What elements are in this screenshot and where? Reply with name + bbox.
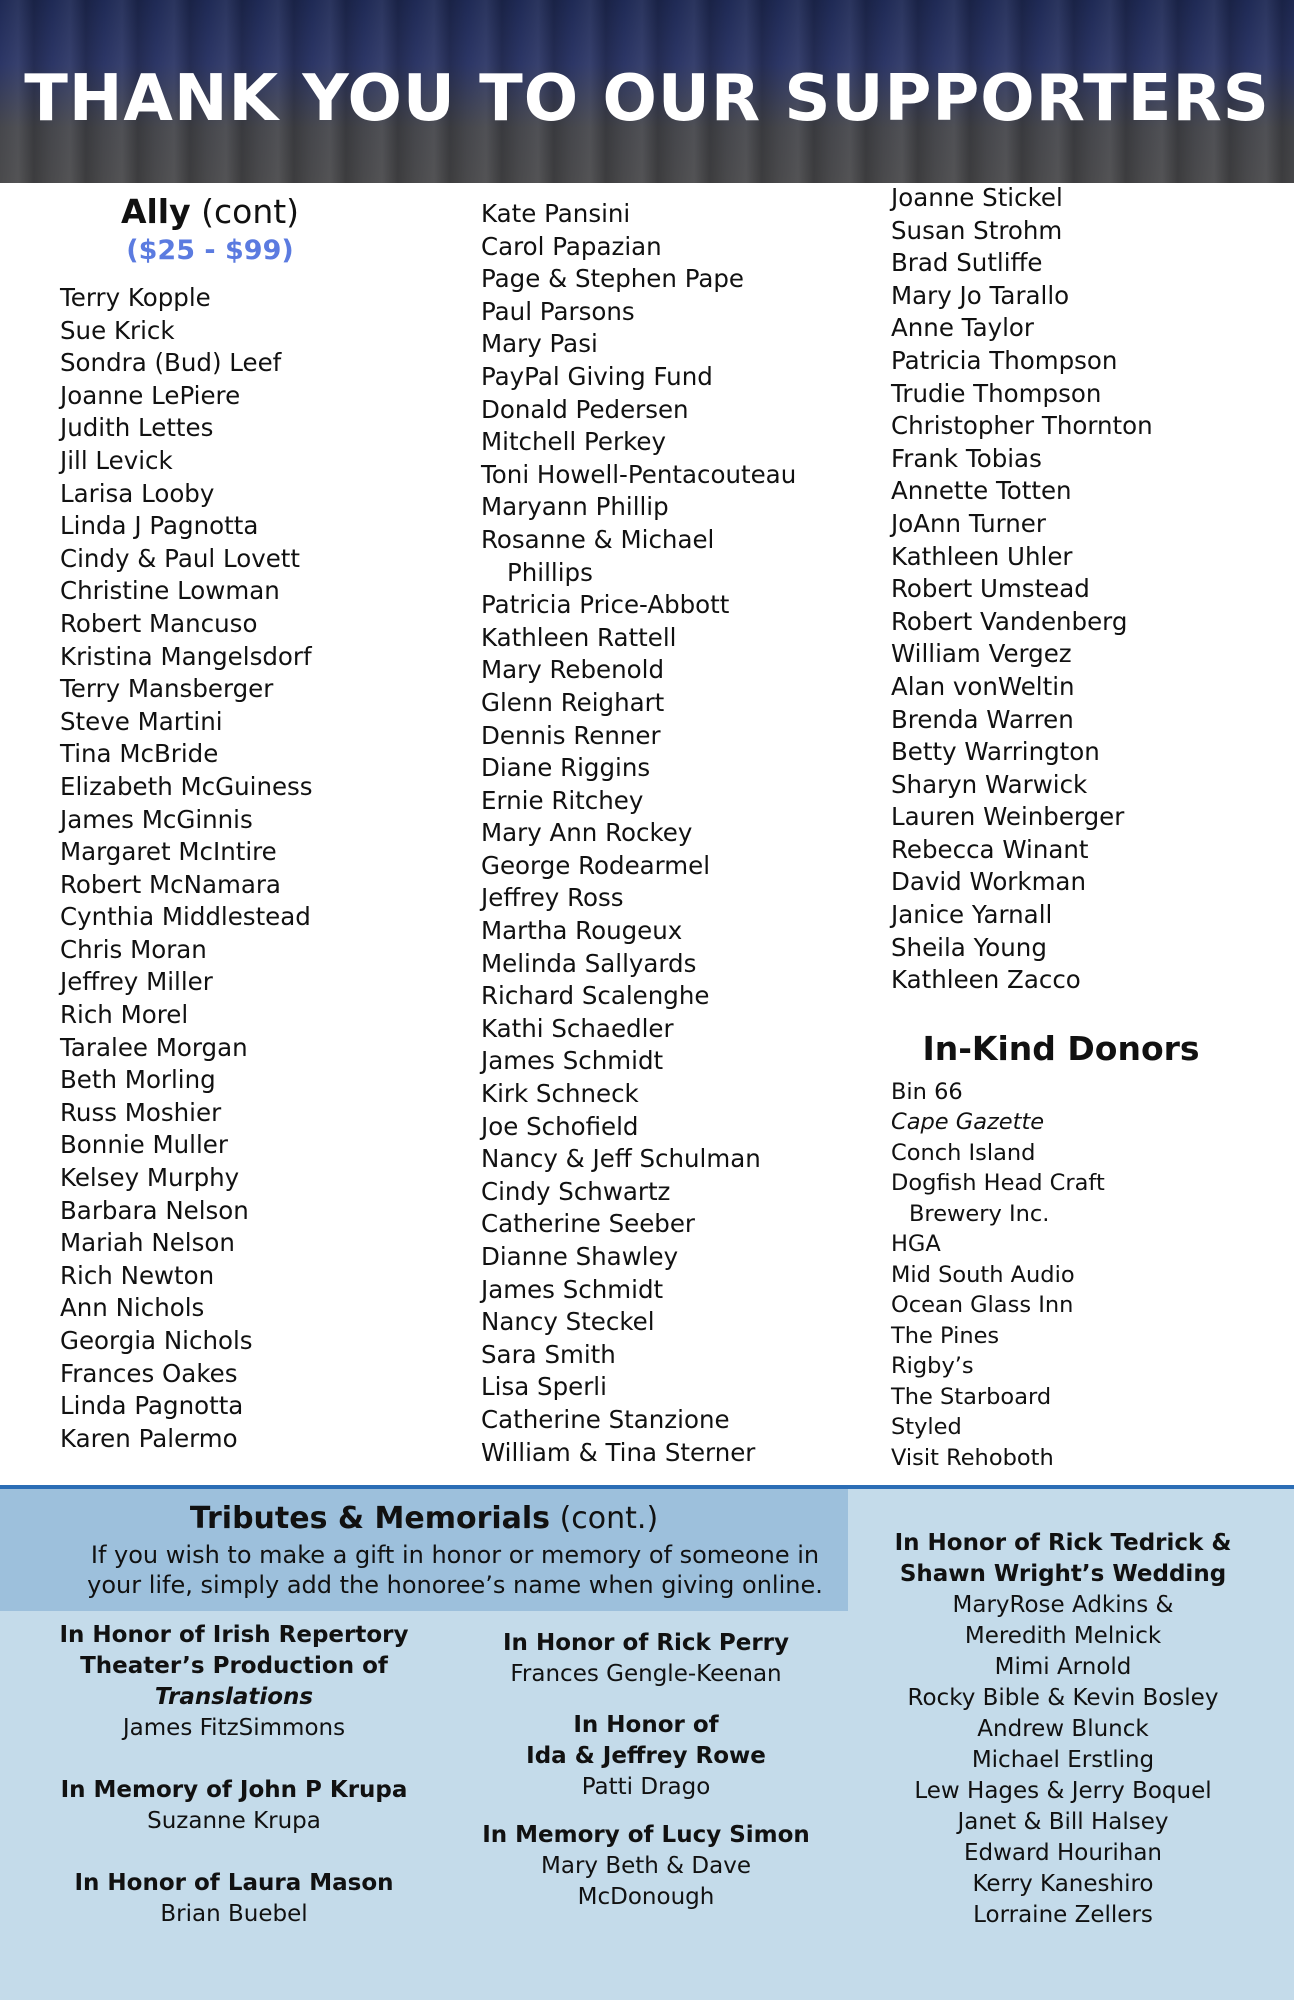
list-item: Beth Morling [60,1065,216,1095]
tribute-krupa: In Memory of John P Krupa Suzanne Krupa [60,1777,408,1834]
list-item: Martha Rougeux [481,916,683,946]
list-item: Christopher Thornton [891,411,1153,441]
list-item: Conch Island [891,1139,1036,1166]
list-item: Nancy Steckel [481,1307,655,1337]
list-item: Larisa Looby [60,478,215,508]
list-item: Janice Yarnall [891,900,1053,930]
list-item: James McGinnis [60,804,253,834]
list-item: JoAnn Turner [891,508,1046,538]
list-item: Kathleen Zacco [891,965,1081,995]
list-item: Cynthia Middlestead [60,902,311,932]
list-item: Betty Warrington [891,737,1100,767]
list-item: PayPal Giving Fund [481,361,713,391]
list-item: Rigby’s [891,1353,974,1380]
list-item: James Schmidt [481,1046,664,1076]
list-item: Annette Totten [891,476,1072,506]
list-item: Linda J Pagnotta [60,511,259,541]
list-item: Anne Taylor [891,313,1034,343]
list-item: Donald Pedersen [481,394,689,424]
list-item: Steve Martini [60,706,223,736]
ally-cont: (cont) [201,192,300,231]
list-item: Lauren Weinberger [891,802,1125,832]
list-item: Catherine Stanzione [481,1404,730,1434]
list-item: Catherine Seeber [481,1209,695,1239]
list-item: Glenn Reighart [481,687,665,717]
list-item: Lisa Sperli [481,1372,607,1402]
list-item: Brewery Inc. [909,1200,1050,1227]
list-item: Elizabeth McGuiness [60,771,313,801]
ally-column-2 [481,190,841,1469]
list-item: Richard Scalenghe [481,981,710,1011]
list-item: Jeffrey Ross [481,883,624,913]
list-item: Brad Sutliffe [891,248,1043,278]
list-item: Jeffrey Miller [60,967,213,997]
donor-list [60,282,420,1455]
donor-list [891,182,1251,997]
list-item: Rosanne & Michael [481,524,715,554]
list-item: Toni Howell-Pentacouteau [481,459,797,489]
list-item: Sheila Young [891,932,1047,962]
list-item: Alan vonWeltin [891,671,1075,701]
list-item: Mary Pasi [481,329,598,359]
list-item: Sara Smith [481,1339,616,1369]
list-item: Chris Moran [60,934,207,964]
list-item: Jill Levick [60,445,173,475]
list-item: The Starboard [891,1383,1052,1410]
list-item: Robert Vandenberg [891,606,1128,636]
tribute-simon: In Memory of Lucy Simon Mary Beth & Dave McDonough [482,1822,810,1910]
list-item: Mary Rebenold [481,655,665,685]
list-item: Mary Ann Rockey [481,818,693,848]
tributes-description: If you wish to make a gift in honor or memory of someone in your life, simply add the honoree’s name when giving online. [87,1541,823,1599]
list-item: Kelsey Murphy [60,1163,240,1193]
list-item: Diane Riggins [481,753,651,783]
list-item: Christine Lowman [60,576,280,606]
tribute-rowe: In Honor of Ida & Jeffrey Rowe Patti Drago [526,1712,766,1800]
ally-column-3 [891,182,1251,1473]
list-item: Maryann Phillip [481,492,669,522]
list-item: Paul Parsons [481,296,635,326]
header-banner [0,0,1294,183]
list-item: Robert Umstead [891,574,1090,604]
donor-list [481,198,841,1469]
tribute-mason: In Honor of Laura Mason Brian Buebel [74,1870,394,1927]
list-item: Russ Moshier [60,1097,222,1127]
list-item: Karen Palermo [60,1423,238,1453]
list-item: Dianne Shawley [481,1242,679,1271]
list-item: Kathleen Uhler [891,541,1073,571]
list-item: Joe Schofield [481,1111,639,1141]
list-item: Cindy Schwartz [481,1176,671,1206]
tribute-perry: In Honor of Rick Perry Frances Gengle-Keenan [503,1630,789,1687]
list-item: Dogfish Head Craft [891,1170,1105,1197]
list-item: Ocean Glass Inn [891,1292,1074,1319]
list-item: Kathleen Rattell [481,622,677,652]
tributes-title: Tributes & Memorials (cont.) [189,1501,659,1536]
list-item: Ann Nichols [60,1293,205,1323]
list-item: Linda Pagnotta [60,1391,244,1421]
list-item: William Vergez [891,639,1072,669]
tribute-irish-repertory: In Honor of Irish Repertory Theater’s Production of Translations James FitzSimmons [59,1622,409,1741]
list-item: Mary Jo Tarallo [891,280,1070,310]
list-item: HGA [891,1231,941,1258]
in-kind-list [891,1077,1251,1474]
list-item: Frank Tobias [891,443,1042,473]
list-item: Sue Krick [60,315,175,345]
list-item: Patricia Thompson [891,345,1118,375]
list-item: Margaret McIntire [60,837,277,867]
list-item: Tina McBride [60,739,219,769]
list-item: Bonnie Muller [60,1130,228,1160]
list-item: William & Tina Sterner [481,1437,756,1467]
list-item: Sharyn Warwick [891,769,1088,799]
ally-range: ($25 - $99) [126,235,294,266]
list-item: Carol Papazian [481,231,662,261]
list-item: Dennis Renner [481,720,661,750]
ally-title: Ally [120,192,191,231]
page-title: THANK YOU TO OUR SUPPORTERS [24,62,1270,136]
list-item: Visit Rehoboth [891,1444,1054,1471]
list-item: Frances Oakes [60,1358,238,1388]
list-item: Kirk Schneck [481,1079,639,1109]
list-item: The Pines [891,1322,1000,1349]
list-item: Taralee Morgan [60,1032,248,1062]
list-item: Ernie Ritchey [481,785,644,815]
list-item: Kathi Schaedler [481,1013,674,1043]
ally-heading [60,190,360,268]
list-item: Styled [891,1414,962,1441]
list-item: Kate Pansini [481,199,631,228]
list-item: Mariah Nelson [60,1228,235,1258]
in-kind-title: In-Kind Donors [922,1028,1200,1068]
list-item: Rich Newton [60,1260,215,1290]
list-item: Georgia Nichols [60,1326,253,1355]
list-item: Kristina Mangelsdorf [60,641,312,671]
list-item: Barbara Nelson [60,1195,249,1225]
list-item: Robert McNamara [60,869,281,899]
list-item: Rebecca Winant [891,834,1089,864]
list-item: Bin 66 [891,1078,963,1105]
list-item: George Rodearmel [481,850,711,880]
list-item: Mitchell Perkey [481,427,666,457]
list-item: Joanne Stickel [891,183,1063,212]
list-item: Robert Mancuso [60,608,258,638]
list-item: Joanne LePiere [60,380,241,410]
list-item: Page & Stephen Pape [481,264,745,294]
list-item: Terry Kopple [60,283,211,312]
list-item: James Schmidt [481,1274,664,1304]
list-item: Nancy & Jeff Schulman [481,1144,761,1174]
list-item: Susan Strohm [891,215,1063,245]
list-item: Terry Mansberger [60,674,274,704]
list-item: Trudie Thompson [891,378,1102,408]
ally-column-1 [60,190,420,1455]
list-item: Brenda Warren [891,704,1074,734]
list-item: Cindy & Paul Lovett [60,543,300,573]
tribute-tedrick-wright: In Honor of Rick Tedrick & Shawn Wright’s Wedding MaryRose Adkins & Meredith Melnick Mimi Arnold Rocky Bible & Kevin Bosley Andrew Blunck Michael Erstling Lew Hages & Jerry Boquel Janet & Bill Halsey Edward Hourihan Kerry Kaneshiro Lorraine Zellers [894,1530,1232,1928]
list-item: Sondra (Bud) Leef [60,348,282,378]
list-item: David Workman [891,867,1086,897]
list-item: Melinda Sallyards [481,948,697,978]
list-item: Rich Morel [60,1000,189,1030]
list-item: Phillips [507,557,593,587]
list-item: Mid South Audio [891,1261,1075,1288]
list-item: Patricia Price-Abbott [481,590,730,620]
list-item: Judith Lettes [60,413,214,443]
list-item: Cape Gazette [891,1109,1045,1136]
